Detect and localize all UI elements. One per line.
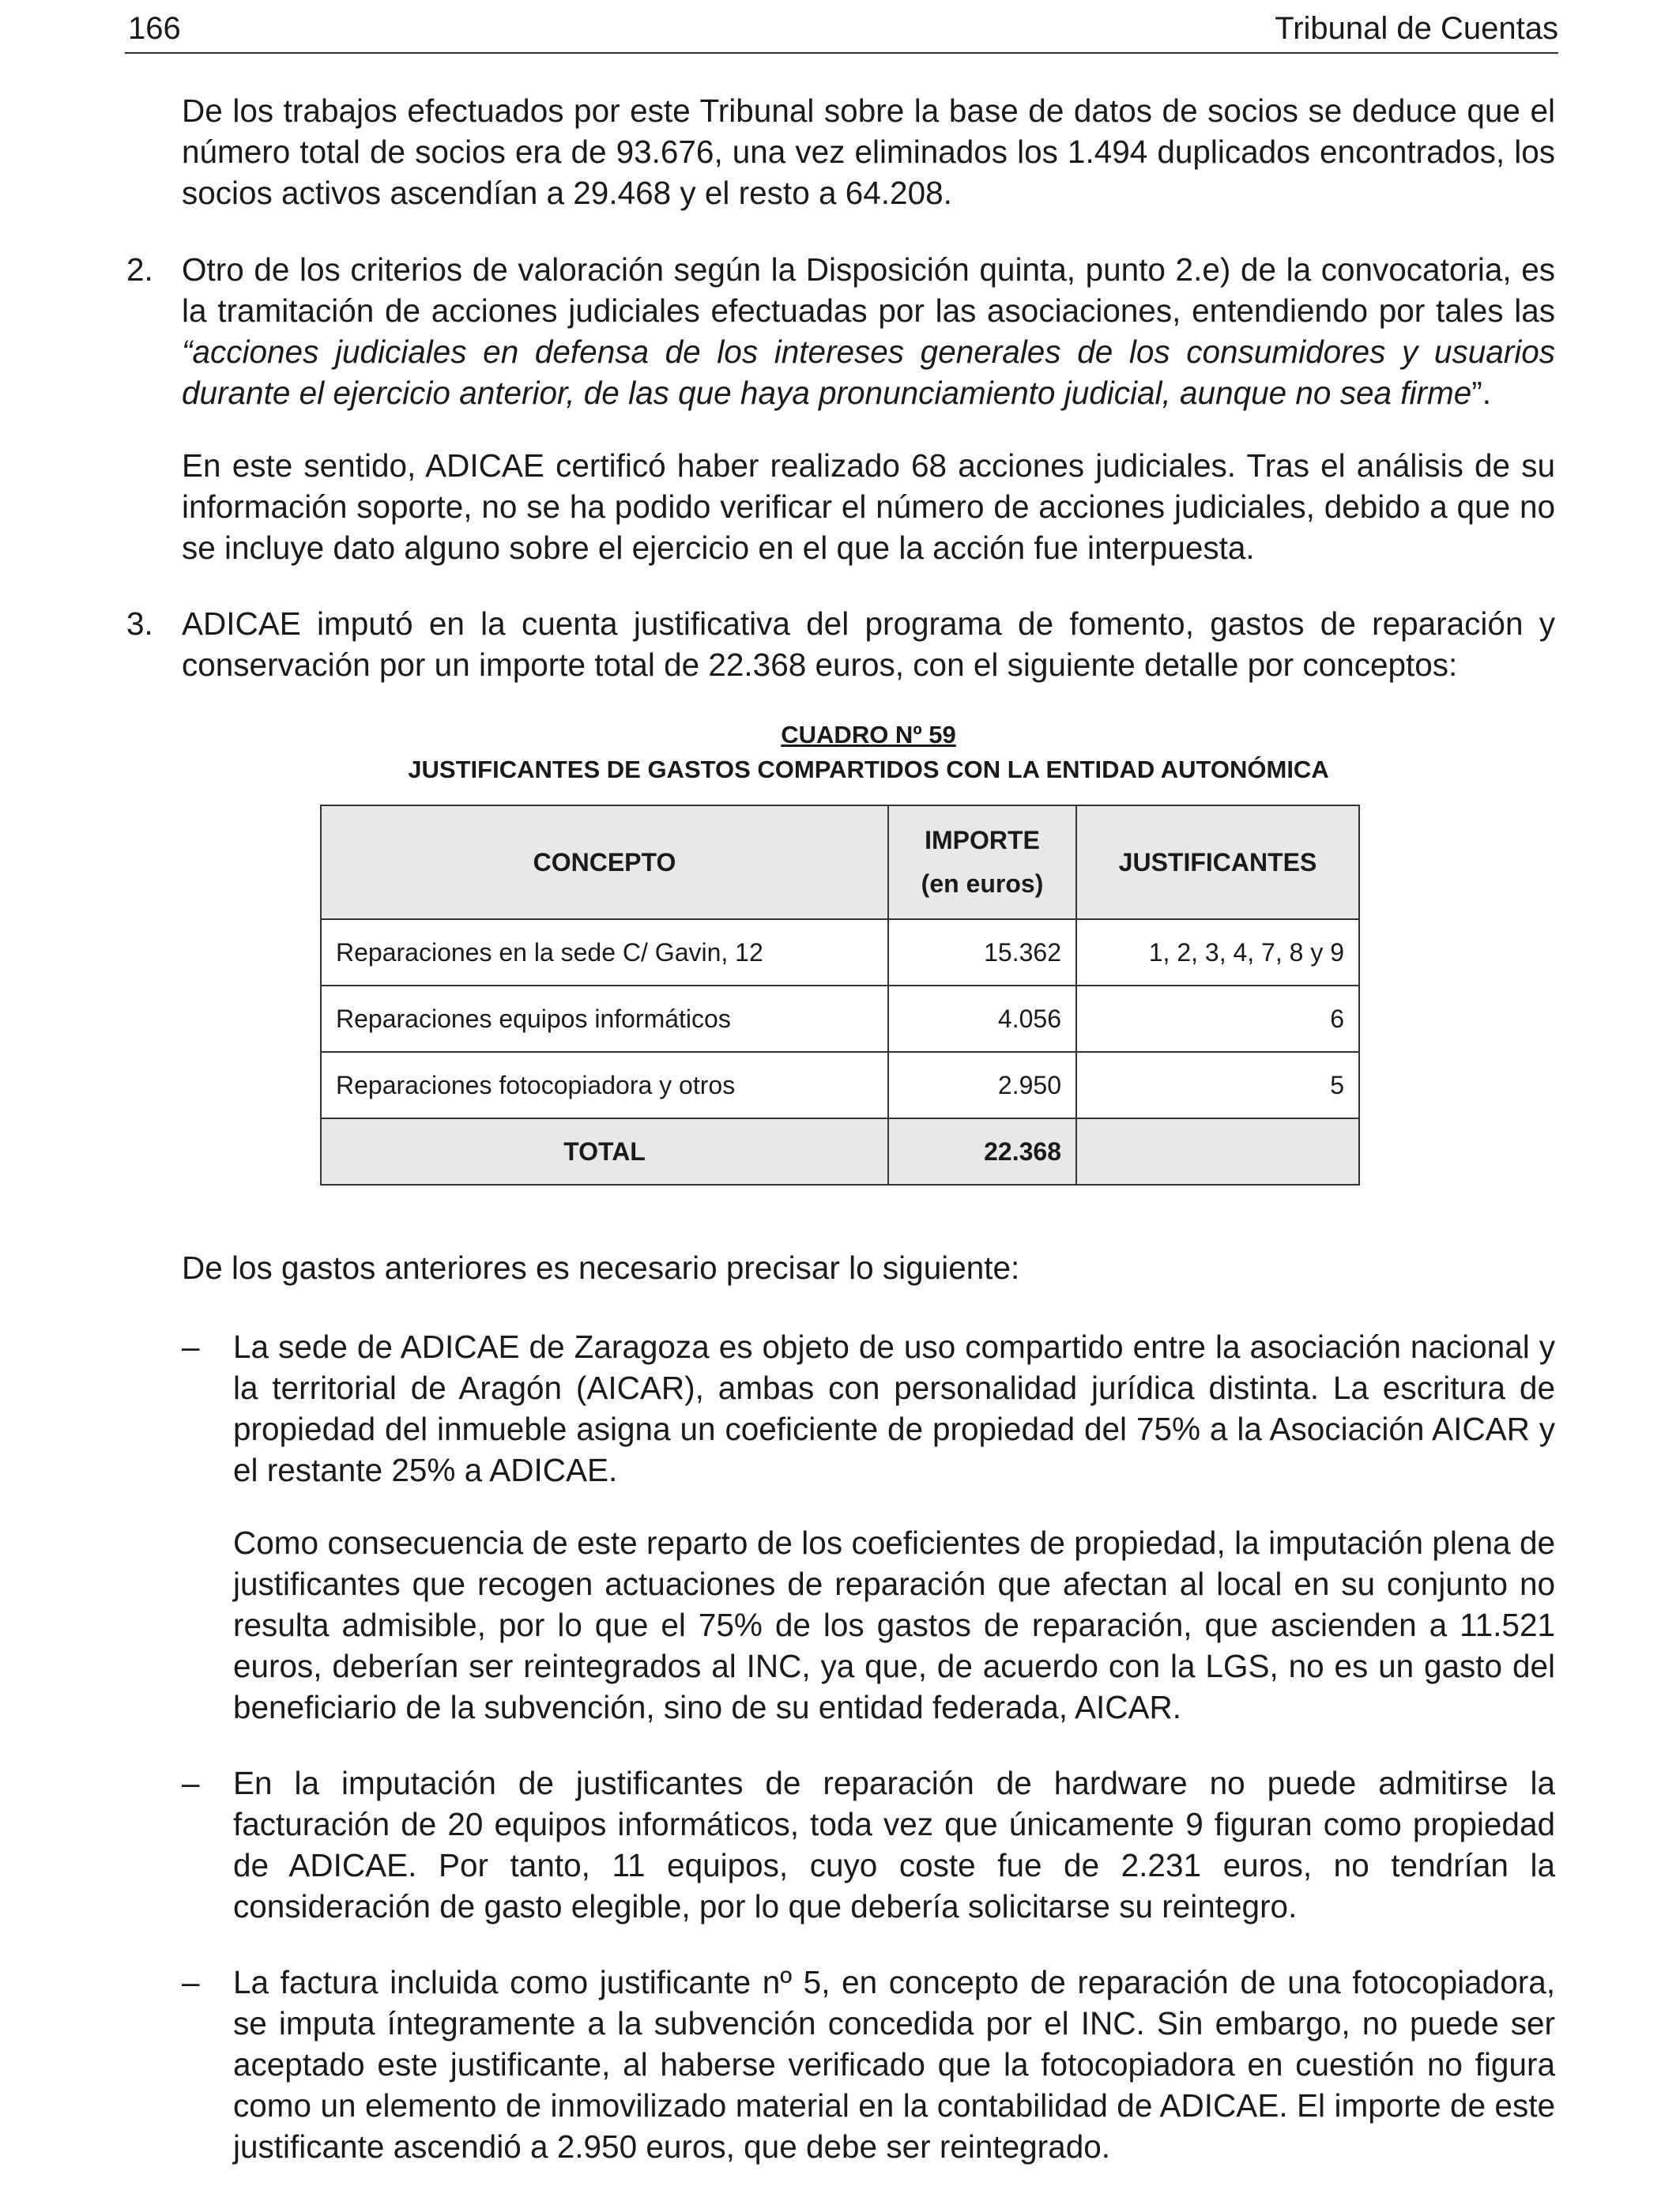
header-importe-unit: (en euros) [921,869,1044,898]
table-total-row [321,1118,1359,1185]
intro-paragraph: De los trabajos efectuados por este Tribunal sobre la base de datos de socios se deduce que el número total de socios era de 93.676, una vez eliminados los 1.494 duplicados encontrados, los socios activos ascendían a 29.468 y el resto a 64.208. [182,92,1555,211]
table-row [321,1052,1359,1118]
table-header-row [321,805,1359,919]
total-justificantes [1076,1118,1359,1185]
total-label: TOTAL [321,1118,888,1185]
item-3-paragraph: ADICAE imputó en la cuenta justificativa del programa de fomento, gastos de reparación y conservación por un importe total de 22.368 euros, con el siguiente detalle por conceptos: [182,605,1555,683]
header-justificantes: JUSTIFICANTES [1076,805,1359,919]
page-header [125,6,1558,54]
table-row [321,986,1359,1052]
item-2-quote-end: ”. [1471,375,1492,411]
table-row [321,919,1359,986]
bullet-1: La sede de ADICAE de Zaragoza es objeto de uso compartido entre la asociación nacional y la territorial de Aragón (AICAR), ambas con personalidad jurídica distinta. La escritura de propiedad del inmueble asigna un coeficiente de propiedad del 75% a la Asociación AICAR y el restante 25% a ADICAE. [233,1329,1555,1488]
total-importe: 22.368 [888,1118,1076,1185]
cell-justificantes: 1, 2, 3, 4, 7, 8 y 9 [1076,919,1359,986]
bullet-dash: – [182,1964,200,2000]
expenses-table [320,805,1360,1186]
cell-importe: 15.362 [888,919,1076,986]
item-2-text: Otro de los criterios de valoración según la Disposición quinta, punto 2.e) de la convocatoria, es la tramitación de acciones judiciales efectuadas por las asociaciones, entendiendo por tales las [182,251,1555,329]
item-2-paragraph [182,249,1555,413]
bullet-3: La factura incluida como justificante nº 5, en concepto de reparación de una fotocopiadora, se imputa íntegramente a la subvención concedida por el INC. Sin embargo, no puede ser aceptado este justificante, al haberse verificado que la fotocopiadora en cuestión no figura como un elemento de inmovilizado material en la contabilidad de ADICAE. El importe de este justificante ascendió a 2.950 euros, que debe ser reintegrado. [233,1964,1555,2165]
page-number: 166 [128,11,181,46]
cell-importe: 4.056 [888,986,1076,1052]
table-caption [182,718,1555,787]
cell-justificantes: 6 [1076,986,1359,1052]
item-2-quote: “acciones judiciales en defensa de los intereses generales de los consumidores y usuarios durante el ejercicio anterior, de las que haya pronunciamiento judicial, aunque no sea firme [182,334,1555,411]
cell-concepto: Reparaciones fotocopiadora y otros [321,1052,888,1118]
bullet-1-continuation: Como consecuencia de este reparto de los coeficientes de propiedad, la imputación plena de justificantes que recogen actuaciones de reparación que afectan al local en su conjunto no resulta admisible, por lo que el 75% de los gastos de reparación, que ascienden a 11.521 euros, deberían ser reintegrados al INC, ya que, de acuerdo con la LGS, no es un gasto del beneficiario de la subvención, sino de su entidad federada, AICAR. [233,1525,1555,1725]
item-3-number: 3. [126,605,153,642]
item-2-number: 2. [126,251,153,288]
bullet-dash: – [182,1329,200,1365]
table-caption-number: CUADRO Nº 59 [781,721,956,748]
cell-concepto: Reparaciones equipos informáticos [321,986,888,1052]
header-concepto: CONCEPTO [321,805,888,919]
cell-concepto: Reparaciones en la sede C/ Gavin, 12 [321,919,888,986]
table-caption-title: JUSTIFICANTES DE GASTOS COMPARTIDOS CON LA ENTIDAD AUTONÓMICA [408,756,1329,783]
cell-justificantes: 5 [1076,1052,1359,1118]
item-2-followup-paragraph: En este sentido, ADICAE certificó haber realizado 68 acciones judiciales. Tras el análisis de su información soporte, no se ha podido verificar el número de acciones judiciales, debido a que no se incluye dato alguno sobre el ejercicio en el que la acción fue interpuesta. [182,447,1555,566]
page-header-title: Tribunal de Cuentas [1275,11,1558,46]
header-importe [888,805,1076,919]
after-table-paragraph: De los gastos anteriores es necesario precisar lo siguiente: [182,1250,1020,1286]
bullet-2: En la imputación de justificantes de reparación de hardware no puede admitirse la facturación de 20 equipos informáticos, toda vez que únicamente 9 figuran como propiedad de ADICAE. Por tanto, 11 equipos, cuyo coste fue de 2.231 euros, no tendrían la consideración de gasto elegible, por lo que debería solicitarse su reintegro. [233,1765,1555,1924]
header-importe-label: IMPORTE [925,826,1040,854]
bullet-dash: – [182,1765,200,1801]
cell-importe: 2.950 [888,1052,1076,1118]
